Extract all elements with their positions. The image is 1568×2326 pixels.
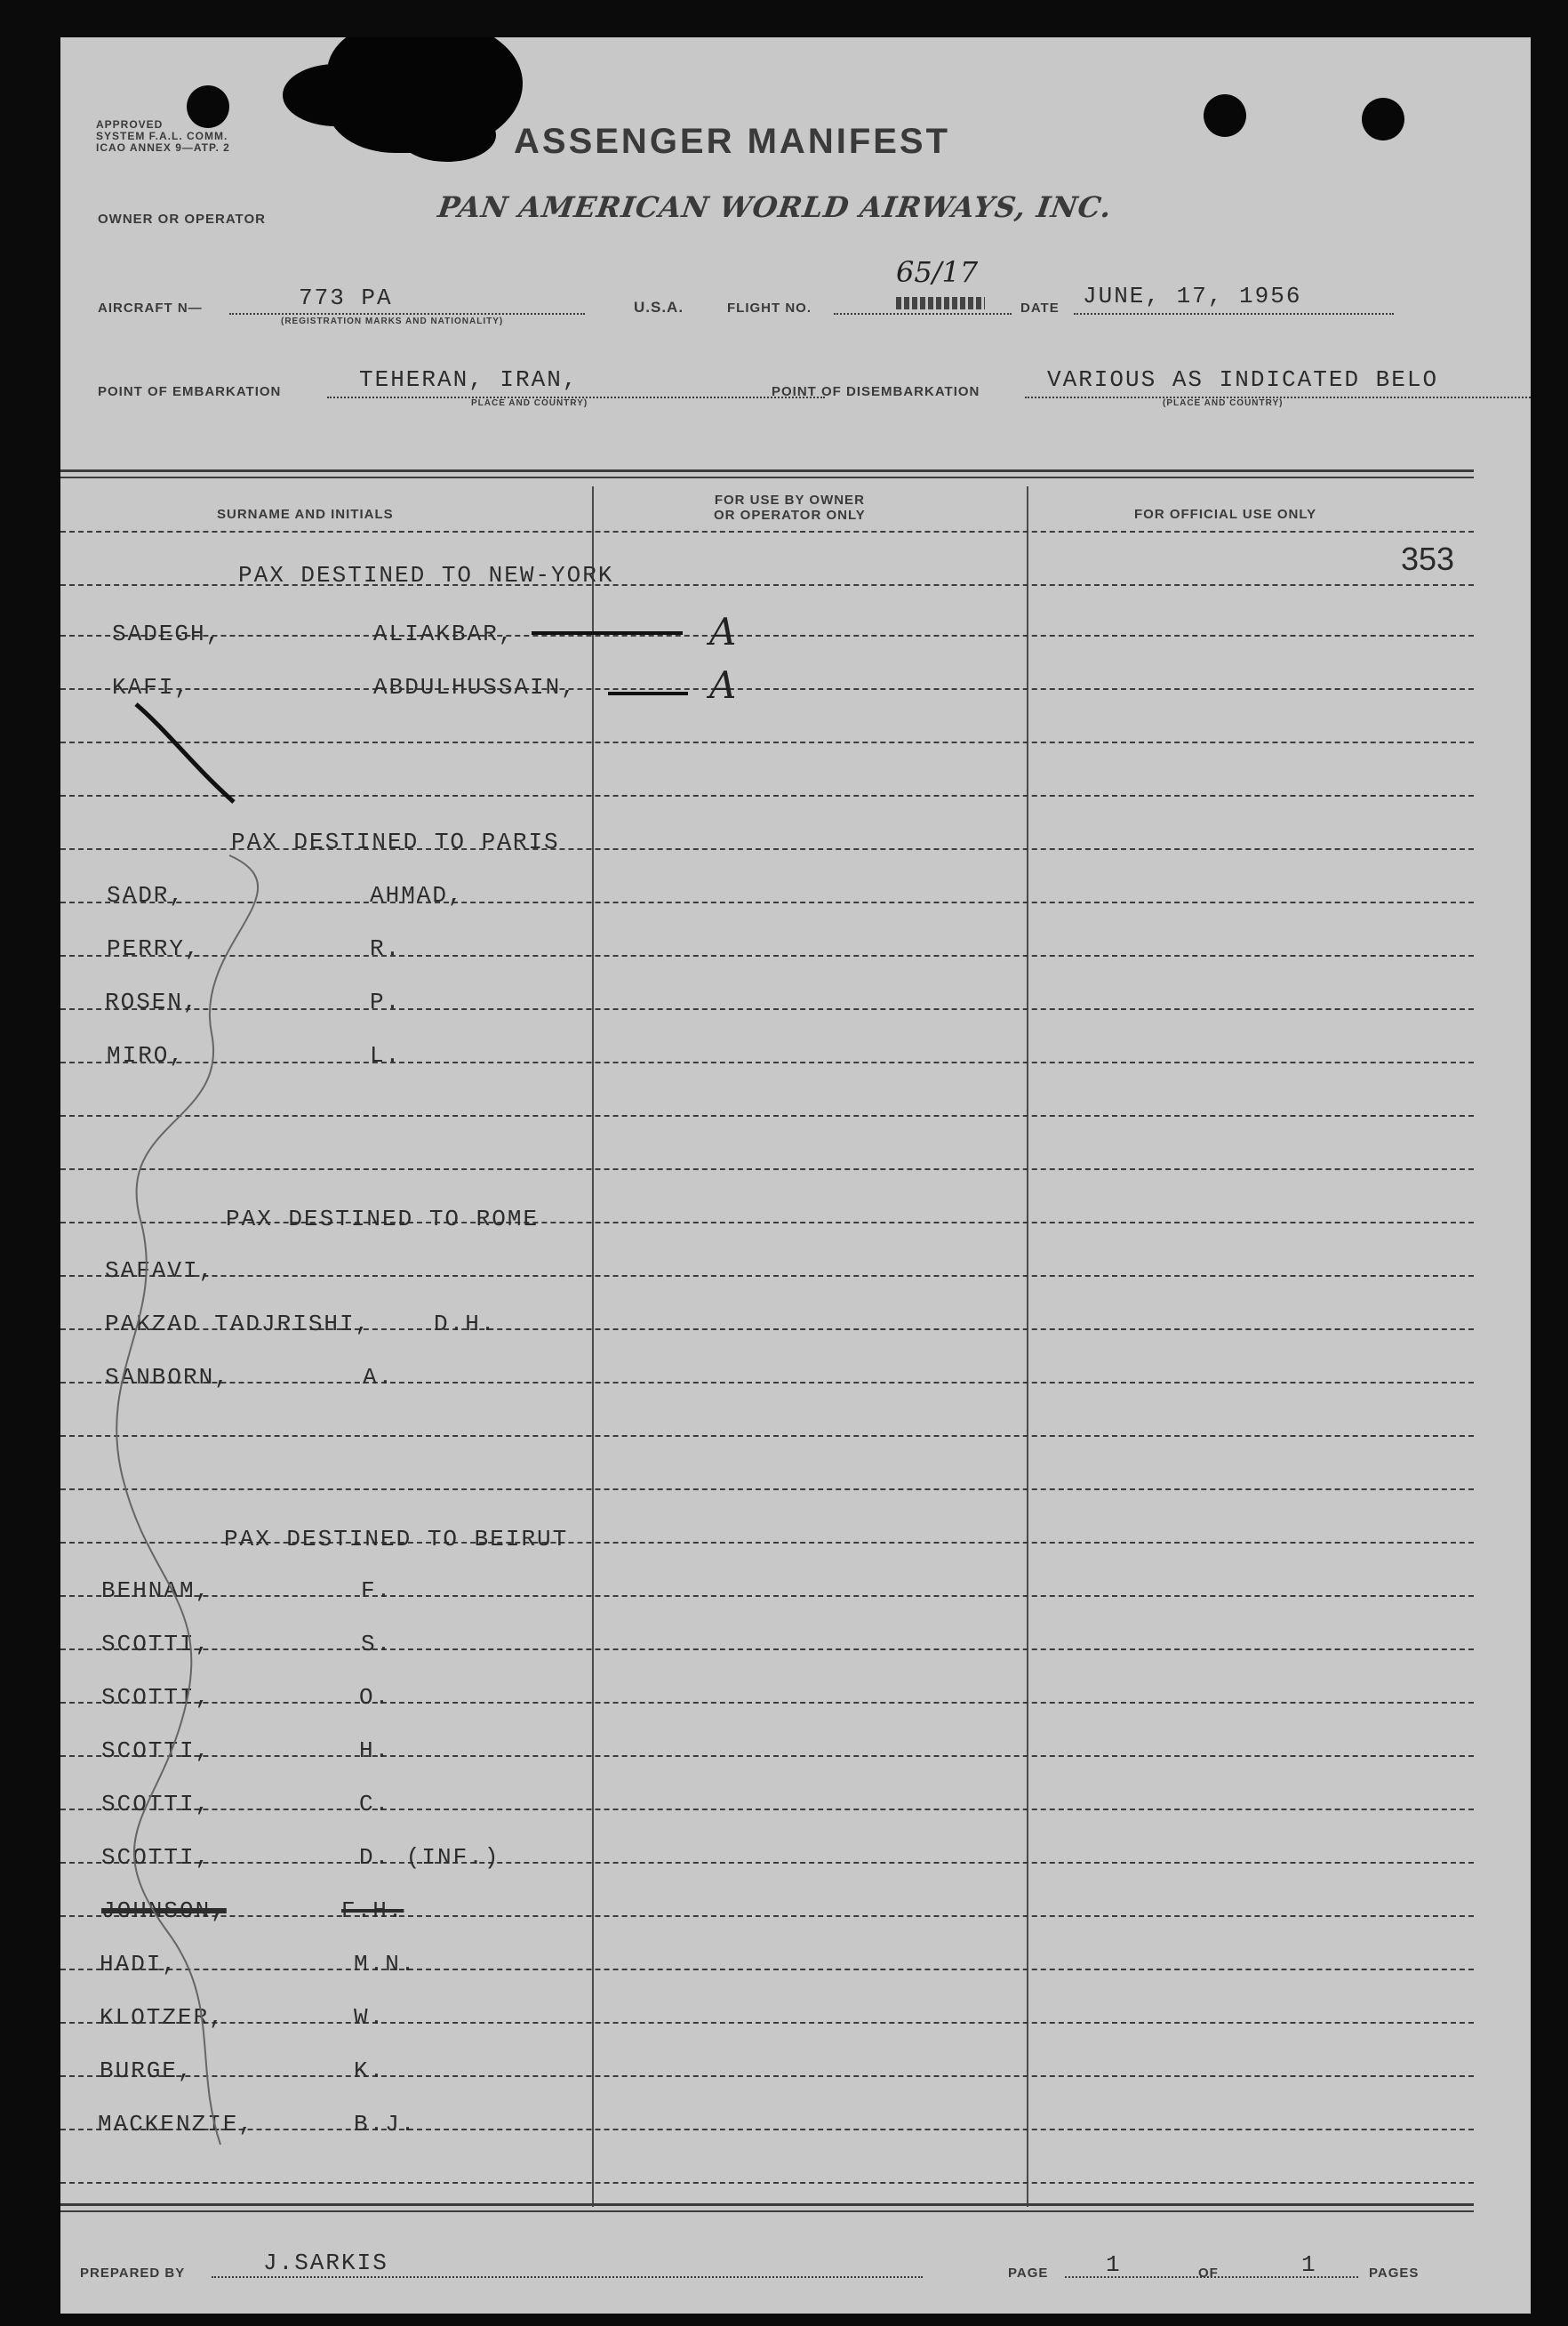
col-owner-header (714, 493, 866, 523)
punch-hole-mid (1204, 94, 1246, 137)
punch-hole-right (1362, 98, 1404, 140)
passenger-initials: L. (370, 1042, 402, 1069)
handwritten-slash (132, 695, 238, 811)
passenger-initials: W. (354, 2004, 386, 2031)
row-line (60, 531, 1474, 533)
passenger-initials: H. (359, 1737, 391, 1764)
passenger-initials: AHMAD, (370, 882, 464, 909)
disembarkation-label: POINT OF DISEMBARKATION (772, 384, 980, 399)
passenger-initials: O. (359, 1684, 391, 1711)
page-value: 1 (1106, 2251, 1122, 2278)
flight-value: 65/17 (896, 255, 979, 289)
approval-line: APPROVED (96, 118, 164, 131)
passenger-surname: SADR, (107, 882, 186, 909)
passenger-initials: K. (354, 2057, 386, 2084)
passenger-surname: MACKENZIE, (98, 2111, 255, 2138)
passenger-surname: HADI, (100, 1951, 179, 1977)
prepared-by-line (212, 2276, 923, 2278)
passenger-surname: BURGE, (100, 2057, 194, 2084)
handwritten-dash (532, 631, 683, 635)
passenger-surname: SCOTTI, (101, 1791, 212, 1817)
handwritten-mark: A (709, 663, 737, 707)
burn-damage-2 (283, 64, 389, 126)
hair-line (87, 838, 283, 2154)
form-title: ASSENGER MANIFEST (514, 122, 951, 161)
column-divider-1 (592, 486, 594, 2207)
handwritten-dash (608, 692, 688, 695)
table-bottom-rule-2 (60, 2210, 1474, 2212)
row-line (60, 688, 1474, 690)
embarkation-label: POINT OF EMBARKATION (98, 384, 282, 399)
passenger-surname: JOHNSON, (101, 1897, 227, 1924)
col-official-header: FOR OFFICIAL USE ONLY (1134, 507, 1317, 522)
passenger-surname: BEHNAM, (101, 1577, 212, 1604)
passenger-initials: F. (361, 1577, 393, 1604)
passenger-surname: SCOTTI, (101, 1631, 212, 1657)
passenger-initials: D. (INF.) (359, 1844, 500, 1871)
passenger-initials: C. (359, 1791, 391, 1817)
approval-note (96, 119, 230, 154)
of-value: 1 (1301, 2251, 1317, 2278)
flight-scribble (896, 297, 985, 309)
passenger-surname: KAFI, (112, 674, 191, 701)
prepared-by-value: J.SARKIS (263, 2250, 388, 2276)
passenger-initials: A. (363, 1364, 395, 1391)
passenger-initials: R. (370, 935, 402, 962)
aircraft-line (229, 313, 585, 315)
passenger-initials: S. (361, 1631, 393, 1657)
aircraft-sublabel: (REGISTRATION MARKS AND NATIONALITY) (281, 317, 504, 326)
flight-label: FLIGHT NO. (727, 301, 812, 316)
passenger-initials: F.H. (341, 1897, 404, 1924)
passenger-surname: SADEGH, (112, 621, 222, 647)
aircraft-value: 773 PA (299, 285, 393, 311)
embarkation-sublabel: PLACE AND COUNTRY) (471, 398, 588, 408)
table-bottom-rule (60, 2203, 1474, 2206)
approval-line: SYSTEM F.A.L. COMM. (96, 130, 228, 142)
section-paris: PAX DESTINED TO PARIS (231, 829, 560, 855)
passenger-initials: ALIAKBAR, (373, 621, 515, 647)
disembarkation-value: VARIOUS AS INDICATED BELO (1047, 366, 1439, 393)
section-beirut: PAX DESTINED TO BEIRUT (224, 1526, 569, 1552)
passenger-initials: B.J. (354, 2111, 417, 2138)
flight-line (834, 313, 1012, 315)
passenger-initials: ABDULHUSSAIN, (373, 674, 577, 701)
approval-line: ICAO ANNEX 9—ATP. 2 (96, 141, 230, 154)
passenger-surname: SCOTTI, (101, 1844, 212, 1871)
page-label: PAGE (1008, 2266, 1049, 2281)
row-line (60, 742, 1474, 743)
passenger-surname: MIRO, (107, 1042, 186, 1069)
owner-label: OWNER OR OPERATOR (98, 212, 266, 227)
disembarkation-sublabel: (PLACE AND COUNTRY) (1163, 398, 1284, 408)
passenger-surname: SANBORN, (105, 1364, 230, 1391)
col-surname-header: SURNAME AND INITIALS (217, 507, 394, 522)
row-line (60, 795, 1474, 797)
embarkation-value: TEHERAN, IRAN, (359, 366, 579, 393)
passenger-surname: PAKZAD TADJRISHI, (105, 1311, 372, 1337)
table-top-rule (60, 469, 1474, 472)
section-new-york: PAX DESTINED TO NEW-YORK (238, 562, 614, 589)
passenger-surname: KLOTZER, (100, 2004, 225, 2031)
aircraft-label: AIRCRAFT N— (98, 301, 203, 316)
passenger-surname: SCOTTI, (101, 1684, 212, 1711)
date-label: DATE (1020, 301, 1060, 316)
official-number: 353 (1401, 541, 1455, 577)
passenger-surname: SAFAVI, (105, 1257, 215, 1284)
handwritten-mark: A (709, 610, 737, 654)
col-owner-header-line: OR OPERATOR ONLY (714, 508, 866, 523)
passenger-initials: P. (370, 989, 402, 1015)
owner-value: PAN AMERICAN WORLD AIRWAYS, INC. (436, 190, 1115, 224)
usa-label: U.S.A. (634, 299, 684, 316)
date-value: JUNE, 17, 1956 (1083, 283, 1302, 309)
passenger-initials: M.N. (354, 1951, 417, 1977)
prepared-by-label: PREPARED BY (80, 2266, 186, 2281)
table-top-rule-2 (60, 477, 1474, 478)
burn-damage-3 (398, 108, 496, 162)
passenger-surname: SCOTTI, (101, 1737, 212, 1764)
col-owner-header-line: FOR USE BY OWNER (714, 493, 865, 508)
date-line (1074, 313, 1394, 315)
row-line (60, 635, 1474, 637)
row-line (60, 2182, 1474, 2184)
section-rome: PAX DESTINED TO ROME (226, 1206, 540, 1232)
column-divider-2 (1027, 486, 1028, 2207)
passenger-initials: D.H. (434, 1311, 497, 1337)
passenger-surname: ROSEN, (105, 989, 199, 1015)
pages-label: PAGES (1369, 2266, 1420, 2281)
manifest-sheet (60, 37, 1531, 2314)
of-label: OF (1198, 2266, 1219, 2281)
page-line (1065, 2276, 1358, 2278)
passenger-surname: PERRY, (107, 935, 201, 962)
